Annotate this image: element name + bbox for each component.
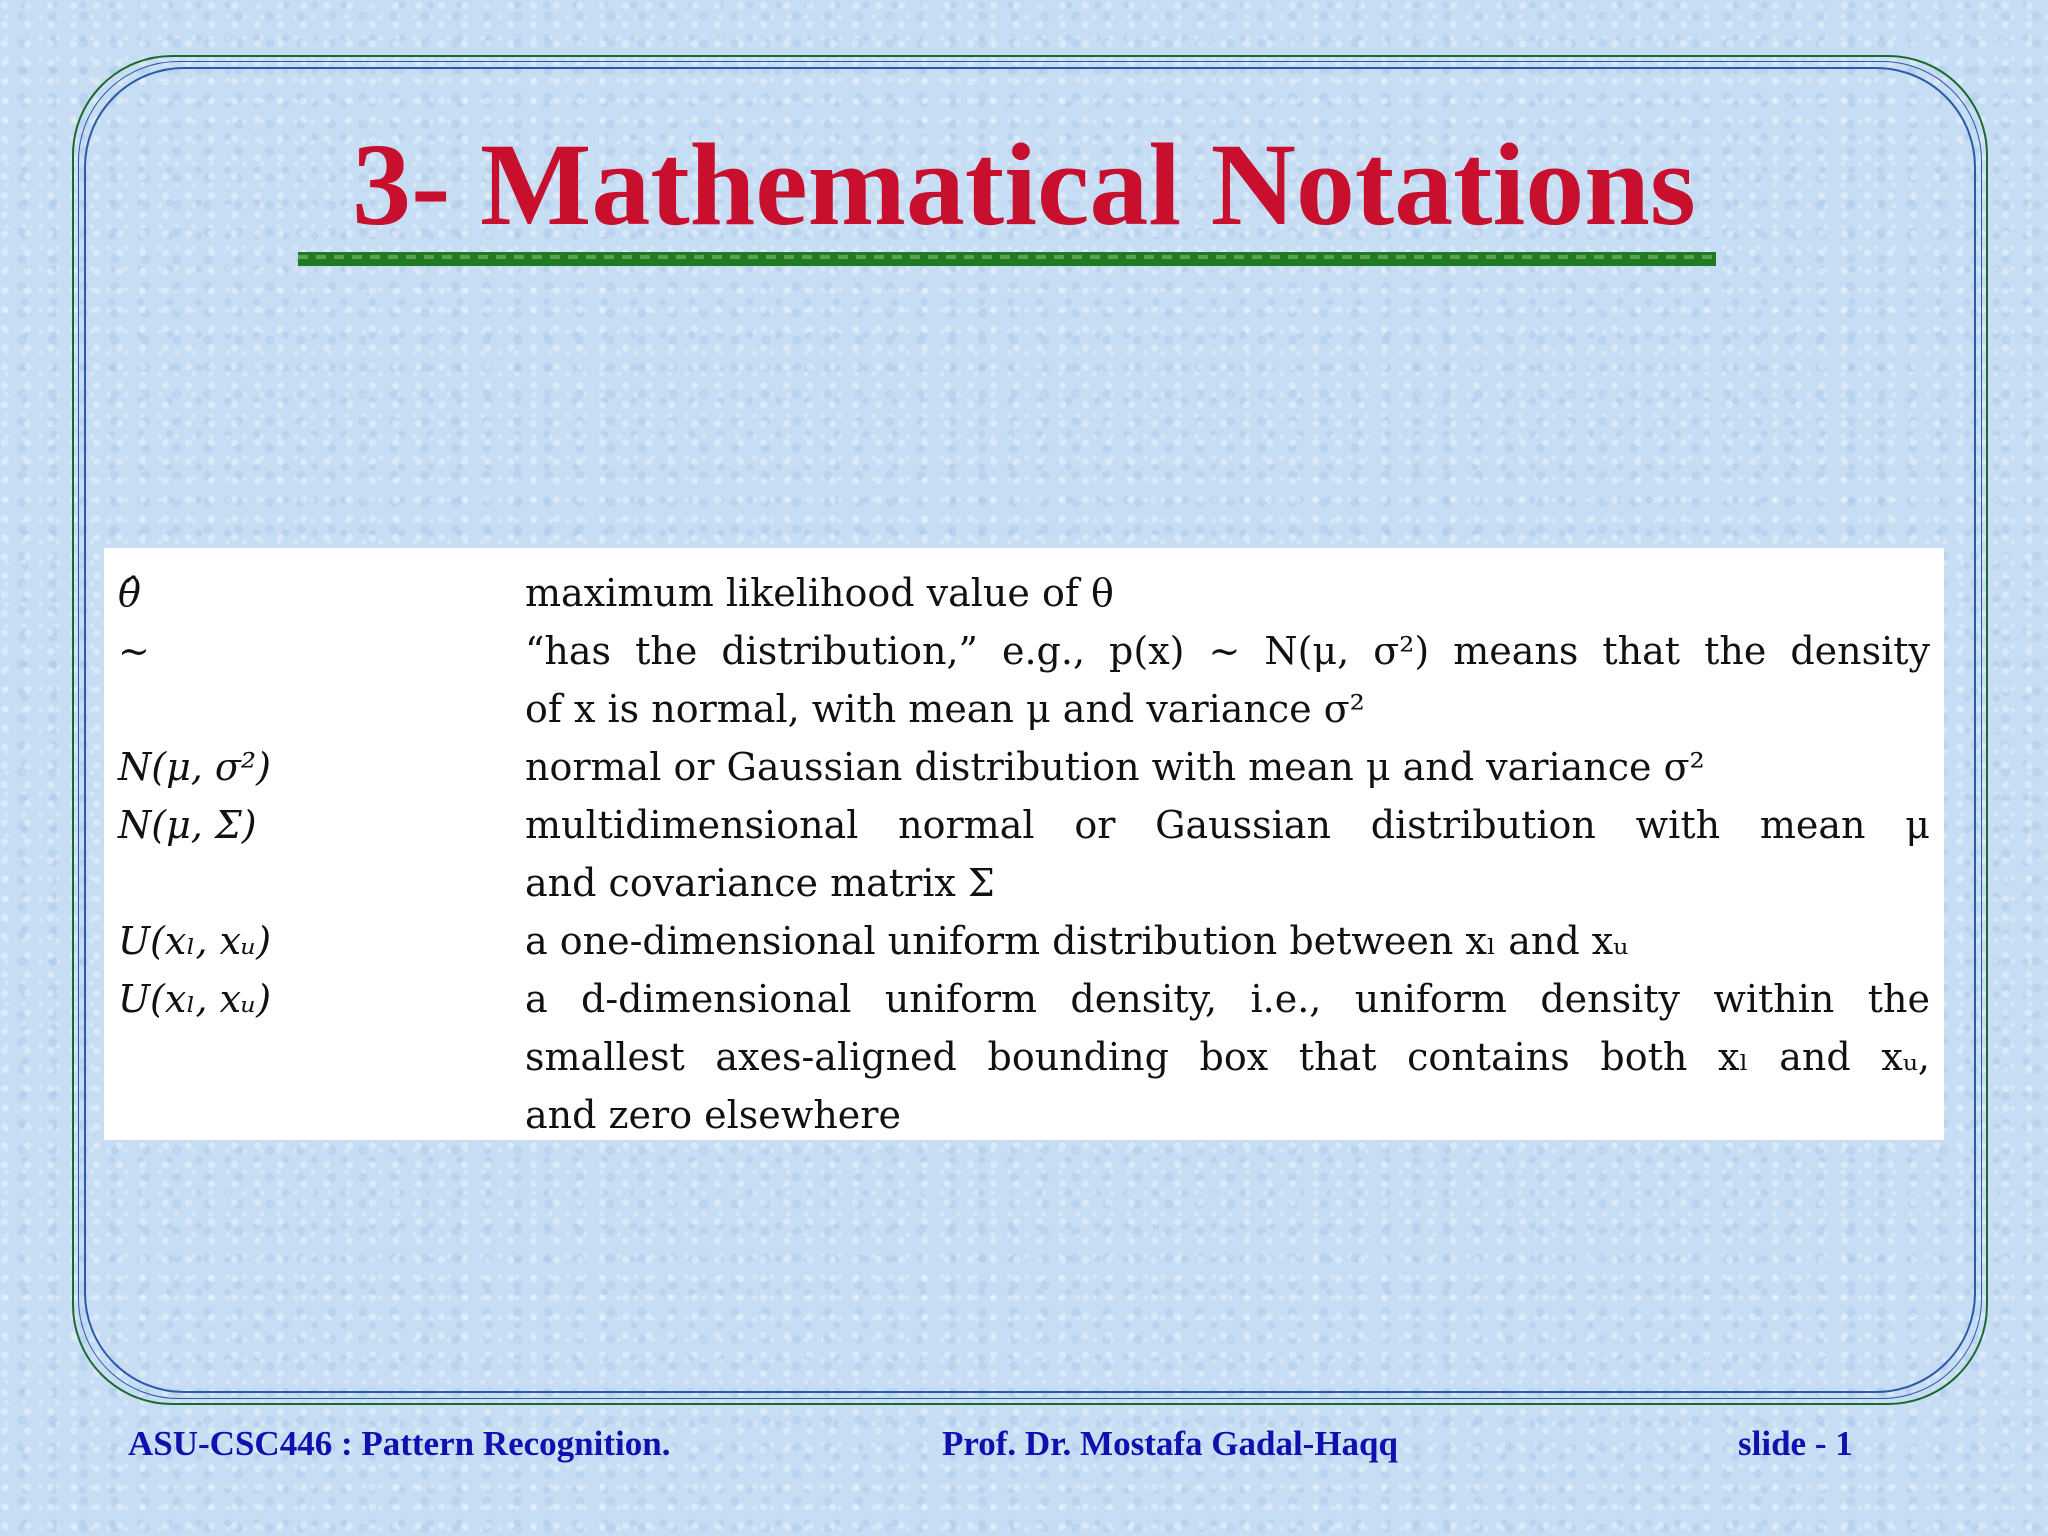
description-line: a d-dimensional uniform density, i.e., uniform density within the: [525, 977, 1930, 1021]
notation-symbol: θ̂: [118, 571, 141, 615]
description-line: of x is normal, with mean μ and variance σ²: [525, 687, 1365, 731]
notation-row-tilde: [118, 622, 1930, 738]
description-line: and covariance matrix Σ: [525, 861, 995, 905]
title-underline: [298, 252, 1716, 266]
description-line: multidimensional normal or Gaussian distribution with mean μ: [525, 803, 1930, 847]
notation-description: [525, 738, 1930, 796]
notation-row-uniform-d: [118, 970, 1930, 1144]
notation-symbol: N(μ, Σ): [118, 803, 257, 847]
notation-symbol: N(μ, σ²): [118, 745, 271, 789]
footer-author: Prof. Dr. Mostafa Gadal-Haqq: [942, 1424, 1398, 1463]
notation-description: [525, 912, 1930, 970]
notation-row-uniform-1d: [118, 912, 1930, 970]
notation-row-multivariate-normal: [118, 796, 1930, 912]
slide-footer: [0, 1424, 2048, 1474]
notation-description: [525, 796, 1930, 912]
notation-table: [118, 564, 1930, 1144]
description-line: a one-dimensional uniform distribution between xₗ and xᵤ: [525, 919, 1629, 963]
notation-row-theta-hat: [118, 564, 1930, 622]
notation-panel: [104, 548, 1944, 1140]
notation-description: [525, 622, 1930, 738]
description-line: normal or Gaussian distribution with mean μ and variance σ²: [525, 745, 1705, 789]
notation-symbol: U(xₗ, xᵤ): [118, 919, 272, 963]
footer-slide-number: slide - 1: [1738, 1424, 1853, 1463]
notation-row-normal: [118, 738, 1930, 796]
notation-description: [525, 564, 1930, 622]
footer-course: ASU-CSC446 : Pattern Recognition.: [128, 1424, 671, 1463]
description-line: “has the distribution,” e.g., p(x) ∼ N(μ, σ²) means that the density: [525, 629, 1930, 673]
slide-title: 3- Mathematical Notations: [352, 119, 1696, 250]
notation-symbol: U(xₗ, xᵤ): [118, 977, 272, 1021]
notation-description: [525, 970, 1930, 1144]
notation-symbol: ∼: [118, 629, 150, 673]
description-line: maximum likelihood value of θ: [525, 571, 1114, 615]
description-line: and zero elsewhere: [525, 1093, 901, 1137]
description-line: smallest axes-aligned bounding box that contains both xₗ and xᵤ,: [525, 1035, 1930, 1079]
